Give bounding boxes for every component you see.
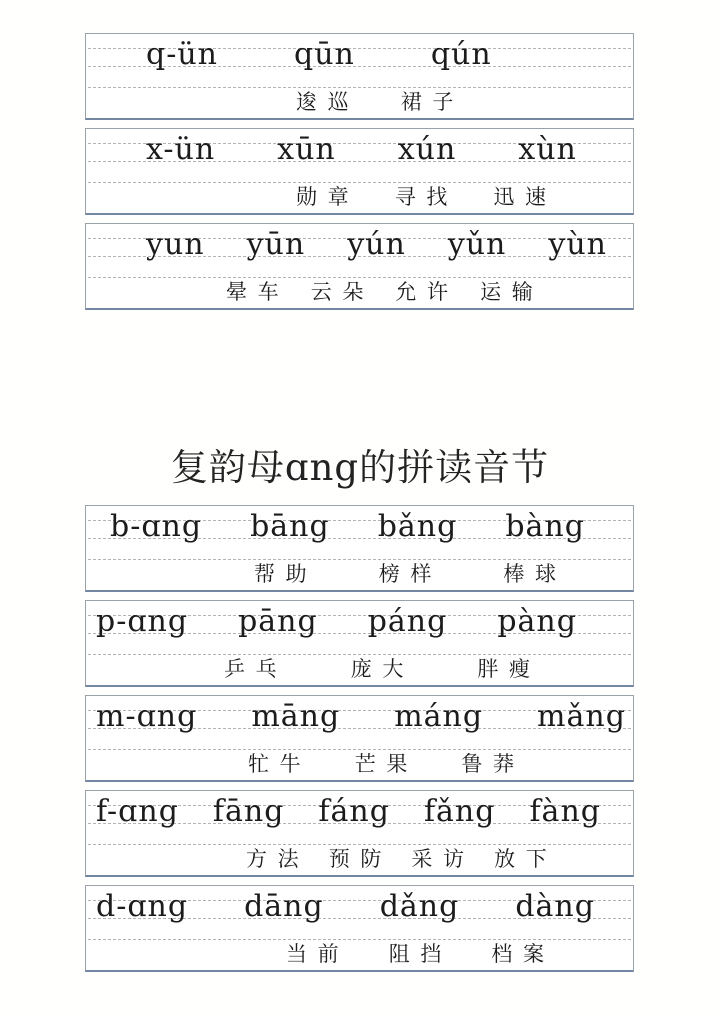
syllable: yùn xyxy=(548,227,607,262)
syllable: yún xyxy=(347,227,406,262)
pinyin-box-f-ang xyxy=(85,790,634,877)
hanzi-word: 迅 速 xyxy=(493,185,549,209)
syllable-row xyxy=(86,224,633,266)
syllable-row xyxy=(86,34,633,76)
syllable: fàng xyxy=(529,794,601,829)
syllable: máng xyxy=(394,699,484,734)
pinyin-box-yun xyxy=(85,223,634,310)
syllable: fāng xyxy=(212,794,285,829)
hanzi-word: 逡 巡 xyxy=(296,90,351,114)
section-ang-boxes xyxy=(85,505,634,980)
syllable: qún xyxy=(430,37,492,72)
section-un-boxes xyxy=(85,33,634,318)
hanzi-word: 裙 子 xyxy=(400,90,456,114)
syllable: bàng xyxy=(505,509,585,544)
syllable: b-ɑng xyxy=(110,509,203,544)
pinyin-box-b-ang xyxy=(85,505,634,592)
hanzi-word: 云 朵 xyxy=(310,280,366,304)
hanzi-word: 晕 车 xyxy=(226,280,281,304)
hanzi-word: 鲁 莽 xyxy=(461,752,517,776)
syllable-row xyxy=(86,886,633,928)
hanzi-word: 预 防 xyxy=(328,847,384,871)
hanzi-word: 胖 瘦 xyxy=(477,657,533,681)
hanzi-word: 勋 章 xyxy=(296,185,351,209)
syllable: dāng xyxy=(244,889,324,924)
pinyin-box-x-un xyxy=(85,128,634,215)
syllable: xùn xyxy=(518,132,577,167)
syllable-row xyxy=(86,506,633,548)
word-row xyxy=(86,277,633,307)
syllable: māng xyxy=(251,699,341,734)
hanzi-word: 榜 样 xyxy=(378,562,434,586)
syllable: xūn xyxy=(277,132,336,167)
syllable: q-ün xyxy=(146,37,218,72)
word-row xyxy=(86,749,633,779)
word-row xyxy=(86,844,633,874)
word-row xyxy=(86,939,633,969)
hanzi-word: 采 访 xyxy=(411,847,467,871)
syllable: yǔn xyxy=(447,227,507,262)
word-row xyxy=(86,654,633,684)
syllable-row xyxy=(86,129,633,171)
syllable: xún xyxy=(397,132,457,167)
pinyin-box-m-ang xyxy=(85,695,634,782)
pinyin-box-q-un xyxy=(85,33,634,120)
syllable: qūn xyxy=(293,37,355,72)
syllable: fǎng xyxy=(423,794,496,829)
hanzi-word: 阻 挡 xyxy=(388,942,444,966)
syllable: pàng xyxy=(497,604,577,639)
hanzi-word: 方 法 xyxy=(246,847,301,871)
syllable: mǎng xyxy=(537,699,626,734)
syllable: fáng xyxy=(318,794,390,829)
hanzi-word: 运 输 xyxy=(480,280,535,304)
word-row xyxy=(86,87,633,117)
hanzi-word: 当 前 xyxy=(286,942,341,966)
hanzi-word: 帮 助 xyxy=(254,562,309,586)
hanzi-word: 庞 大 xyxy=(350,657,406,681)
word-row xyxy=(86,559,633,589)
hanzi-word: 牤 牛 xyxy=(248,752,303,776)
syllable: bǎng xyxy=(377,509,458,544)
hanzi-word: 寻 找 xyxy=(394,185,450,209)
syllable: x-ün xyxy=(146,132,216,167)
syllable: dàng xyxy=(515,889,595,924)
pinyin-box-p-ang xyxy=(85,600,634,687)
pinyin-box-d-ang xyxy=(85,885,634,972)
section-title: 复韵母ɑng的拼读音节 xyxy=(170,446,550,489)
syllable: yūn xyxy=(246,227,306,262)
syllable-row xyxy=(86,696,633,738)
syllable-row xyxy=(86,791,633,833)
syllable: bāng xyxy=(250,509,330,544)
syllable: dǎng xyxy=(379,889,460,924)
word-row xyxy=(86,182,633,212)
syllable: m-ɑng xyxy=(96,699,198,734)
syllable: f-ɑng xyxy=(96,794,179,829)
hanzi-word: 乒 乓 xyxy=(224,657,279,681)
syllable: yun xyxy=(146,227,205,262)
syllable: d-ɑng xyxy=(96,889,189,924)
hanzi-word: 档 案 xyxy=(491,942,547,966)
hanzi-word: 棒 球 xyxy=(503,562,559,586)
hanzi-word: 允 许 xyxy=(395,280,451,304)
hanzi-word: 芒 果 xyxy=(354,752,410,776)
syllable: pāng xyxy=(238,604,318,639)
syllable: p-ɑng xyxy=(96,604,189,639)
syllable-row xyxy=(86,601,633,643)
syllable: páng xyxy=(367,604,448,639)
hanzi-word: 放 下 xyxy=(494,847,549,871)
